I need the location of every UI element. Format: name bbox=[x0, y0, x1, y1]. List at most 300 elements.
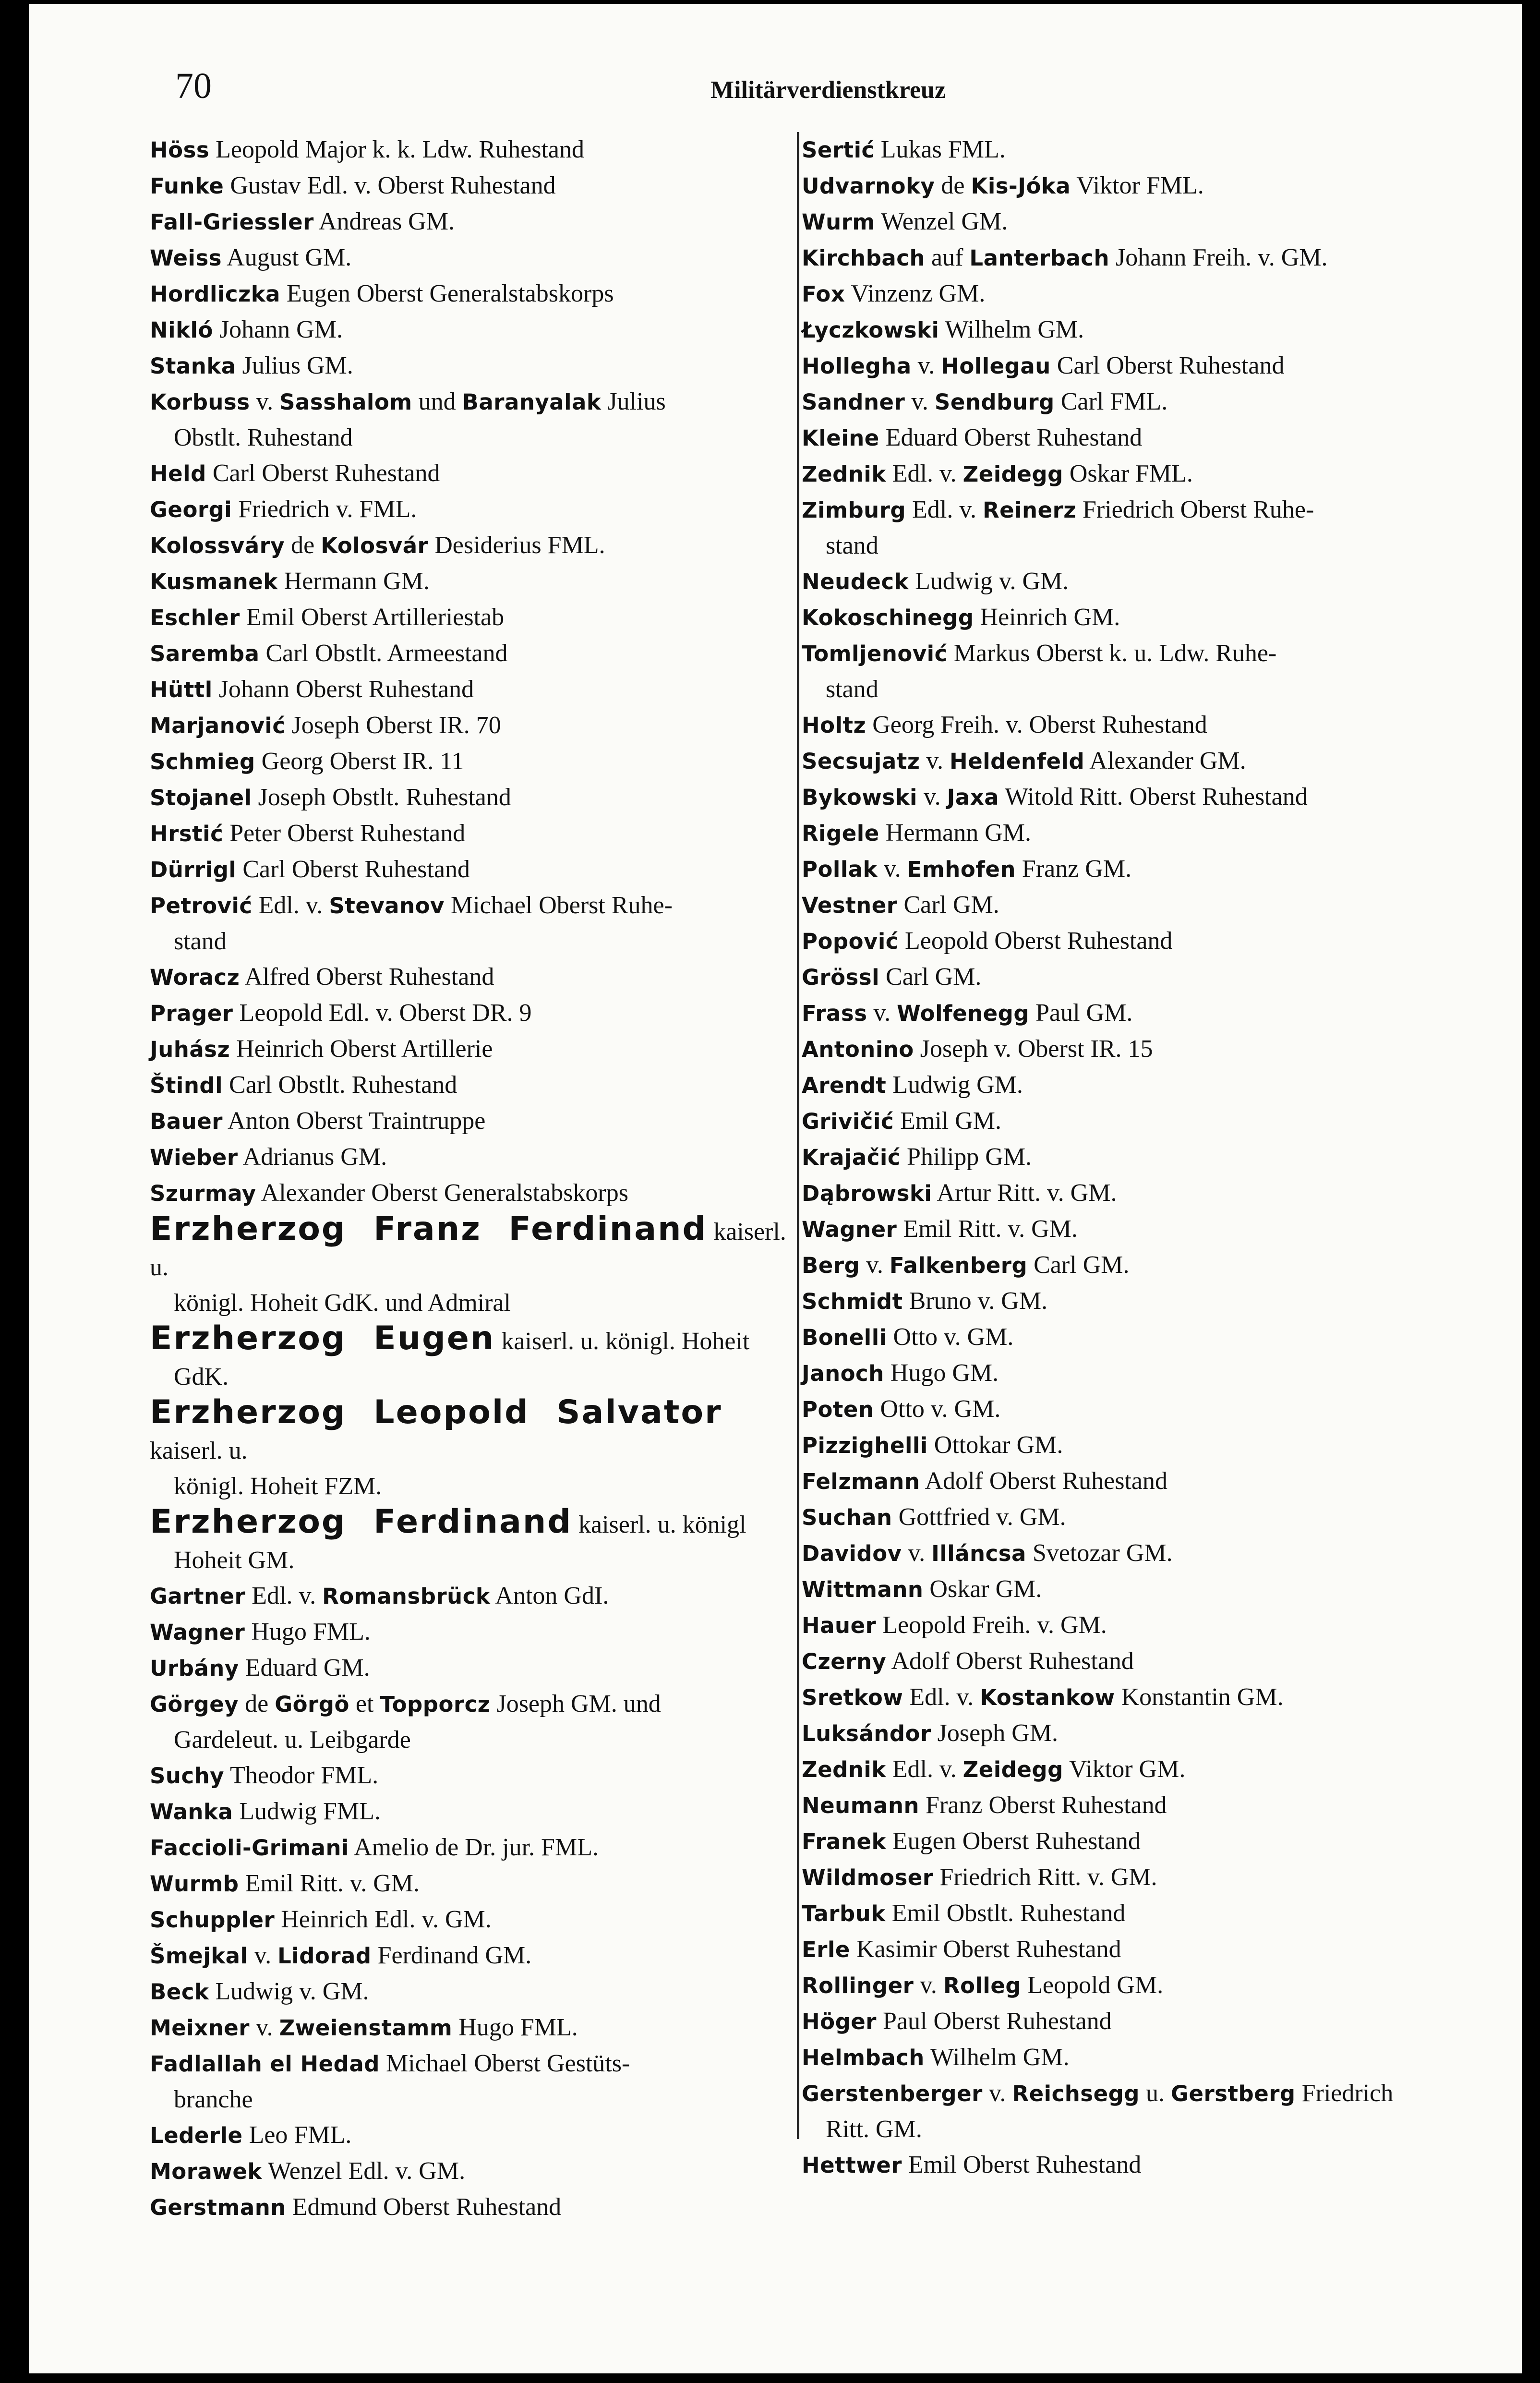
entry-surname: Hauer bbox=[802, 1613, 877, 1638]
entry-text: Friedrich bbox=[1295, 2080, 1394, 2107]
entry-surname: Erzherzog Eugen bbox=[150, 1319, 495, 1357]
entry-surname: Held bbox=[150, 461, 206, 486]
entry-surname: Wagner bbox=[802, 1217, 897, 1242]
entry-text: Edl. v. bbox=[903, 1683, 980, 1711]
entry-text: Leopold Freih. v. GM. bbox=[876, 1611, 1107, 1639]
entry-text: Carl GM. bbox=[879, 963, 982, 991]
entry-text: Eugen Oberst Generalstabskorps bbox=[280, 280, 614, 307]
entry-text: Joseph Oberst IR. 70 bbox=[285, 712, 501, 739]
entry-surname: Popović bbox=[802, 929, 899, 954]
list-entry bbox=[150, 816, 793, 852]
list-entry bbox=[802, 1788, 1459, 1824]
entry-text: Georg Freih. v. Oberst Ruhestand bbox=[866, 711, 1207, 738]
entry-surname: Zeidegg bbox=[962, 461, 1063, 487]
entry-text: Eugen Oberst Ruhestand bbox=[886, 1827, 1141, 1855]
list-entry bbox=[802, 456, 1459, 492]
entry-text: Franz Oberst Ruhestand bbox=[919, 1791, 1167, 1819]
entry-surname: Weiss bbox=[150, 245, 222, 271]
list-entry bbox=[802, 1247, 1459, 1283]
list-entry bbox=[802, 1211, 1459, 1247]
entry-surname: Hollegha bbox=[802, 353, 912, 379]
list-entry bbox=[150, 492, 793, 528]
right-column bbox=[802, 132, 1459, 2183]
list-entry bbox=[802, 1175, 1459, 1211]
entry-text: Adolf Oberst Ruhestand bbox=[920, 1467, 1167, 1495]
list-entry bbox=[802, 779, 1459, 815]
entry-text: Carl GM. bbox=[897, 891, 999, 919]
entry-text: Ludwig v. GM. bbox=[209, 1978, 369, 2005]
list-entry bbox=[802, 1644, 1459, 1680]
entry-surname: Bonelli bbox=[802, 1325, 887, 1350]
entry-continuation: Ritt. GM. bbox=[826, 2116, 922, 2143]
entry-surname: Dąbrowski bbox=[802, 1181, 932, 1206]
entry-text: de bbox=[935, 172, 971, 199]
entry-text: Ludwig FML. bbox=[233, 1798, 381, 1825]
entry-text: Emil Oberst Ruhestand bbox=[902, 2151, 1142, 2178]
list-entry bbox=[802, 1391, 1459, 1427]
list-entry bbox=[802, 1103, 1459, 1139]
entry-text: Emil Ritt. v. GM. bbox=[897, 1215, 1078, 1243]
list-entry bbox=[150, 959, 793, 995]
entry-text: v. bbox=[902, 1539, 932, 1567]
entry-text: Wilhelm GM. bbox=[939, 316, 1084, 343]
list-entry bbox=[150, 240, 793, 276]
entry-surname: Janoch bbox=[802, 1361, 884, 1386]
entry-surname: Görgey bbox=[150, 1692, 239, 1717]
entry-surname: Rigele bbox=[802, 821, 879, 846]
list-entry bbox=[150, 2153, 793, 2189]
entry-text: v. bbox=[250, 2014, 279, 2041]
list-entry bbox=[150, 1686, 793, 1758]
entry-text: Oskar GM. bbox=[923, 1575, 1042, 1603]
entry-text: Edl. v. bbox=[906, 496, 983, 523]
list-entry bbox=[802, 1716, 1459, 1752]
list-entry bbox=[802, 132, 1459, 168]
entry-surname: Beck bbox=[150, 1979, 209, 2005]
list-entry bbox=[802, 815, 1459, 851]
entry-surname: Vestner bbox=[802, 893, 898, 918]
entry-surname: Wagner bbox=[150, 1620, 245, 1645]
entry-text: v. bbox=[911, 352, 941, 379]
entry-text: Amelio de Dr. jur. FML. bbox=[349, 1834, 599, 1861]
entry-text: Johann GM. bbox=[213, 316, 343, 343]
entry-text: Adolf Oberst Ruhestand bbox=[886, 1647, 1134, 1675]
list-entry bbox=[802, 276, 1459, 312]
entry-text: Konstantin GM. bbox=[1115, 1683, 1284, 1711]
list-entry bbox=[150, 1139, 793, 1175]
entry-text: Alexander Oberst Generalstabskorps bbox=[256, 1179, 628, 1207]
entry-surname: Neumann bbox=[802, 1793, 920, 1818]
entry-surname: Zimburg bbox=[802, 497, 906, 523]
entry-surname: Schuppler bbox=[150, 1907, 275, 1933]
entry-surname: Šmejkal bbox=[150, 1943, 248, 1969]
list-entry bbox=[150, 168, 793, 204]
entry-surname: Holtz bbox=[802, 713, 866, 738]
entry-surname: Secsujatz bbox=[802, 749, 920, 774]
entry-text: Hermann GM. bbox=[277, 568, 430, 595]
list-entry bbox=[150, 1578, 793, 1614]
entry-text: Philipp GM. bbox=[901, 1143, 1032, 1171]
entry-surname: Kis-Jóka bbox=[971, 173, 1071, 199]
entry-surname: Berg bbox=[802, 1253, 860, 1278]
entry-text: Ottokar GM. bbox=[927, 1431, 1063, 1459]
entry-surname: Kirchbach bbox=[802, 245, 925, 271]
entry-surname: Nikló bbox=[150, 317, 213, 343]
entry-text: v. bbox=[917, 783, 947, 810]
entry-surname: Fall-Griessler bbox=[150, 209, 314, 235]
entry-text: Leopold GM. bbox=[1021, 1972, 1164, 1999]
entry-surname: Erzherzog Franz Ferdinand bbox=[150, 1210, 708, 1248]
entry-text: Lukas FML. bbox=[874, 136, 1006, 163]
entry-surname: Franek bbox=[802, 1829, 886, 1854]
entry-surname: Pollak bbox=[802, 857, 878, 882]
entry-text: Georg Oberst IR. 11 bbox=[255, 748, 464, 775]
list-entry bbox=[150, 1175, 793, 1211]
entry-text: kaiserl. u. königl bbox=[572, 1511, 746, 1538]
list-entry bbox=[150, 995, 793, 1031]
entry-text: Paul Oberst Ruhestand bbox=[877, 2008, 1112, 2035]
entry-text: Adrianus GM. bbox=[238, 1143, 387, 1171]
list-entry bbox=[150, 1902, 793, 1938]
entry-surname: Hollegau bbox=[941, 353, 1051, 379]
entry-text: de bbox=[239, 1690, 275, 1718]
entry-text: Anton GdI. bbox=[490, 1582, 609, 1609]
list-entry bbox=[150, 528, 793, 564]
entry-text: Joseph Obstlt. Ruhestand bbox=[252, 784, 511, 811]
list-entry bbox=[150, 1067, 793, 1103]
list-entry bbox=[150, 636, 793, 672]
list-entry bbox=[802, 1067, 1459, 1103]
entry-surname: Wurmb bbox=[150, 1871, 239, 1897]
entry-text: Friedrich Oberst Ruhe- bbox=[1076, 496, 1314, 523]
entry-surname: Luksándor bbox=[802, 1721, 931, 1746]
entry-continuation: königl. Hoheit GdK. und Admiral bbox=[174, 1289, 511, 1317]
entry-text: u. bbox=[1140, 2080, 1171, 2107]
list-entry bbox=[150, 2010, 793, 2046]
list-entry bbox=[150, 1866, 793, 1902]
entry-surname: Felzmann bbox=[802, 1469, 920, 1494]
entry-surname: Georgi bbox=[150, 497, 232, 522]
entry-text: Wilhelm GM. bbox=[924, 2044, 1070, 2071]
entry-text: Witold Ritt. Oberst Ruhestand bbox=[999, 783, 1308, 810]
entry-surname: Lidorad bbox=[277, 1943, 372, 1969]
list-entry bbox=[802, 240, 1459, 276]
list-entry bbox=[802, 887, 1459, 923]
list-entry bbox=[802, 1860, 1459, 1896]
entry-text: Peter Oberst Ruhestand bbox=[223, 820, 466, 847]
entry-text: kaiserl. u. bbox=[150, 1437, 248, 1464]
entry-text: Julius GM. bbox=[236, 352, 353, 379]
entry-continuation: stand bbox=[174, 928, 227, 955]
entry-surname: Dürrigl bbox=[150, 857, 237, 883]
page-number: 70 bbox=[175, 66, 212, 106]
entry-continuation: stand bbox=[826, 532, 878, 559]
entry-text: Carl Obstlt. Armeestand bbox=[259, 640, 508, 667]
entry-surname: Reichsegg bbox=[1012, 2081, 1140, 2106]
list-entry bbox=[802, 1319, 1459, 1355]
list-entry bbox=[802, 348, 1459, 384]
list-entry bbox=[802, 384, 1459, 420]
entry-text: et bbox=[349, 1690, 380, 1718]
entry-text: Bruno v. GM. bbox=[902, 1287, 1048, 1315]
entry-text: kaiserl. u. bbox=[150, 1218, 786, 1281]
entry-text: Joseph v. Oberst IR. 15 bbox=[914, 1035, 1153, 1063]
entry-surname: Erzherzog Ferdinand bbox=[150, 1503, 572, 1541]
list-entry bbox=[150, 348, 793, 384]
entry-text: auf bbox=[925, 244, 970, 271]
entry-surname: Romansbrück bbox=[322, 1584, 491, 1609]
entry-surname: Baranyalak bbox=[462, 389, 602, 415]
entry-text: Viktor GM. bbox=[1063, 1755, 1186, 1783]
entry-text: Heinrich GM. bbox=[974, 604, 1120, 631]
entry-text: Michael Oberst Ruhe- bbox=[444, 892, 673, 919]
entry-text: Markus Oberst k. u. Ldw. Ruhe- bbox=[947, 640, 1277, 667]
entry-surname: Arendt bbox=[802, 1073, 887, 1098]
entry-surname: Lanterbach bbox=[969, 245, 1109, 271]
list-entry bbox=[802, 851, 1459, 887]
list-entry bbox=[802, 2076, 1459, 2147]
entry-surname: Topporcz bbox=[380, 1692, 491, 1717]
list-entry bbox=[150, 1321, 793, 1395]
entry-surname: Wieber bbox=[150, 1145, 238, 1170]
list-entry bbox=[150, 312, 793, 348]
entry-text: Edl. v. bbox=[245, 1582, 323, 1609]
entry-text: de bbox=[285, 532, 321, 559]
list-entry bbox=[802, 168, 1459, 204]
entry-text: Johann Oberst Ruhestand bbox=[212, 676, 474, 703]
entry-surname: Wolfenegg bbox=[897, 1001, 1030, 1026]
entry-text: Artur Ritt. v. GM. bbox=[932, 1179, 1117, 1207]
list-entry bbox=[802, 1896, 1459, 1932]
entry-text: Hugo FML. bbox=[245, 1618, 371, 1645]
entry-surname: Wurm bbox=[802, 209, 875, 235]
entry-text: Edl. v. bbox=[886, 1755, 963, 1783]
list-entry bbox=[802, 2040, 1459, 2076]
entry-surname: Woracz bbox=[150, 965, 240, 990]
list-entry bbox=[802, 312, 1459, 348]
entry-text: Edl. v. bbox=[886, 460, 963, 487]
entry-text: Kasimir Oberst Ruhestand bbox=[850, 1935, 1121, 1963]
entry-surname: Zednik bbox=[802, 1757, 886, 1782]
list-entry bbox=[802, 707, 1459, 743]
entry-surname: Lederle bbox=[150, 2123, 243, 2148]
list-entry bbox=[150, 672, 793, 708]
entry-text: Hugo FML. bbox=[452, 2014, 578, 2041]
entry-text: und bbox=[412, 388, 462, 415]
entry-text: Gottfried v. GM. bbox=[892, 1503, 1066, 1531]
list-entry bbox=[802, 1139, 1459, 1175]
column-divider bbox=[797, 132, 799, 2139]
entry-surname: Marjanović bbox=[150, 713, 286, 738]
entry-text: Hugo GM. bbox=[884, 1359, 999, 1387]
entry-text: Emil Obstlt. Ruhestand bbox=[885, 1899, 1126, 1927]
entry-surname: Juhász bbox=[150, 1037, 230, 1062]
entry-continuation: branche bbox=[174, 2086, 253, 2113]
entry-surname: Stojanel bbox=[150, 785, 252, 810]
entry-surname: Sertić bbox=[802, 137, 875, 163]
entry-text: Eduard Oberst Ruhestand bbox=[879, 424, 1143, 451]
entry-surname: Zednik bbox=[802, 461, 886, 487]
entry-text: Leopold Edl. v. Oberst DR. 9 bbox=[233, 999, 532, 1027]
entry-surname: Rollinger bbox=[802, 1973, 914, 1998]
entry-surname: Kolosvár bbox=[321, 533, 429, 558]
entry-text: Vinzenz GM. bbox=[845, 280, 986, 307]
list-entry bbox=[150, 1794, 793, 1830]
entry-surname: Kolossváry bbox=[150, 533, 285, 558]
list-entry bbox=[150, 780, 793, 816]
entry-text: Gustav Edl. v. Oberst Ruhestand bbox=[224, 172, 556, 199]
list-entry bbox=[150, 1650, 793, 1686]
entry-surname: Prager bbox=[150, 1001, 233, 1026]
entry-text: Emil GM. bbox=[894, 1107, 1001, 1135]
list-entry bbox=[802, 1968, 1459, 2004]
entry-text: Carl Oberst Ruhestand bbox=[236, 856, 470, 883]
list-entry bbox=[150, 1031, 793, 1067]
entry-surname: Suchan bbox=[802, 1505, 892, 1530]
list-entry bbox=[802, 1536, 1459, 1572]
list-entry bbox=[150, 600, 793, 636]
entry-surname: Saremba bbox=[150, 641, 260, 666]
list-entry bbox=[150, 1211, 793, 1321]
entry-text: Desiderius FML. bbox=[428, 532, 605, 559]
entry-surname: Bykowski bbox=[802, 785, 917, 810]
entry-surname: Reinerz bbox=[982, 497, 1076, 523]
entry-surname: Sendburg bbox=[934, 389, 1055, 415]
list-entry bbox=[802, 1031, 1459, 1067]
list-entry bbox=[150, 744, 793, 780]
entry-surname: Gerstmann bbox=[150, 2195, 286, 2220]
list-entry bbox=[150, 204, 793, 240]
entry-continuation: königl. Hoheit FZM. bbox=[174, 1473, 382, 1500]
entry-surname: Davidov bbox=[802, 1541, 902, 1566]
list-entry bbox=[802, 492, 1459, 564]
entry-surname: Görgö bbox=[275, 1692, 349, 1717]
list-entry bbox=[802, 1500, 1459, 1536]
list-entry bbox=[150, 1758, 793, 1794]
entry-surname: Hordliczka bbox=[150, 281, 280, 307]
list-entry bbox=[150, 132, 793, 168]
list-entry bbox=[802, 2004, 1459, 2040]
entry-surname: Gerstenberger bbox=[802, 2081, 983, 2106]
entry-text: Hermann GM. bbox=[879, 819, 1032, 847]
entry-text: Anton Oberst Traintruppe bbox=[222, 1107, 486, 1135]
entry-surname: Emhofen bbox=[907, 857, 1016, 882]
entry-text: Oskar FML. bbox=[1063, 460, 1193, 487]
entry-surname: Korbuss bbox=[150, 389, 250, 415]
entry-text: v. bbox=[878, 855, 907, 883]
list-entry bbox=[802, 636, 1459, 707]
entry-surname: Frass bbox=[802, 1001, 867, 1026]
entry-text: Ludwig GM. bbox=[886, 1071, 1023, 1099]
entry-text: Emil Oberst Artilleriestab bbox=[240, 604, 505, 631]
entry-text: Friedrich v. FML. bbox=[232, 496, 417, 523]
entry-surname: Höss bbox=[150, 137, 210, 163]
entry-text: Johann Freih. v. GM. bbox=[1109, 244, 1328, 271]
entry-text: Alfred Oberst Ruhestand bbox=[240, 963, 494, 991]
entry-surname: Tarbuk bbox=[802, 1901, 886, 1926]
entry-surname: Wittmann bbox=[802, 1577, 924, 1602]
entry-text: v. bbox=[867, 999, 897, 1027]
entry-text: Heinrich Edl. v. GM. bbox=[275, 1906, 492, 1933]
list-entry bbox=[802, 1355, 1459, 1391]
list-entry bbox=[802, 1752, 1459, 1788]
list-entry bbox=[150, 1395, 793, 1504]
entry-text: Otto v. GM. bbox=[887, 1323, 1014, 1351]
entry-text: Carl Oberst Ruhestand bbox=[1050, 352, 1285, 379]
entry-text: Leopold Oberst Ruhestand bbox=[898, 927, 1173, 955]
entry-text: Friedrich Ritt. v. GM. bbox=[933, 1863, 1157, 1891]
list-entry bbox=[802, 743, 1459, 779]
list-entry bbox=[802, 1824, 1459, 1860]
list-entry bbox=[150, 564, 793, 600]
entry-text: August GM. bbox=[222, 244, 352, 271]
list-entry bbox=[150, 1614, 793, 1650]
entry-text: Alexander GM. bbox=[1084, 747, 1246, 774]
entry-text: Leo FML. bbox=[242, 2121, 352, 2149]
list-entry bbox=[802, 959, 1459, 995]
entry-continuation: Obstlt. Ruhestand bbox=[174, 424, 353, 451]
entry-surname: Sandner bbox=[802, 389, 905, 415]
entry-surname: Kleine bbox=[802, 425, 879, 451]
entry-text: Ludwig v. GM. bbox=[909, 568, 1069, 595]
list-entry bbox=[802, 1608, 1459, 1644]
entry-text: Joseph GM. und bbox=[490, 1690, 661, 1718]
list-entry bbox=[150, 2189, 793, 2226]
entry-continuation: Gardeleut. u. Leibgarde bbox=[174, 1726, 411, 1754]
entry-text: Viktor FML. bbox=[1071, 172, 1204, 199]
entry-text: Carl Oberst Ruhestand bbox=[206, 460, 440, 487]
entry-surname: Petrović bbox=[150, 893, 253, 919]
entry-text: v. bbox=[905, 388, 935, 415]
entry-surname: Wildmoser bbox=[802, 1865, 934, 1890]
entry-text: Michael Oberst Gestüts- bbox=[379, 2050, 630, 2077]
entry-continuation: GdK. bbox=[174, 1363, 229, 1391]
entry-text: Franz GM. bbox=[1015, 855, 1132, 883]
list-entry bbox=[150, 2117, 793, 2153]
entry-surname: Krajačić bbox=[802, 1145, 901, 1170]
left-column bbox=[150, 132, 793, 2226]
list-entry bbox=[802, 1427, 1459, 1464]
list-entry bbox=[802, 1932, 1459, 1968]
list-entry bbox=[150, 1103, 793, 1139]
entry-surname: Kokoschinegg bbox=[802, 605, 974, 630]
entry-text: Joseph GM. bbox=[931, 1719, 1058, 1747]
list-entry bbox=[150, 384, 793, 456]
entry-surname: Gartner bbox=[150, 1584, 246, 1609]
entry-surname: Helmbach bbox=[802, 2045, 925, 2070]
entry-surname: Bauer bbox=[150, 1109, 223, 1134]
entry-text: Carl Obstlt. Ruhestand bbox=[223, 1071, 457, 1099]
list-entry bbox=[150, 456, 793, 492]
entry-surname: Czerny bbox=[802, 1649, 887, 1674]
entry-surname: Fox bbox=[802, 281, 845, 307]
entry-text: v. bbox=[914, 1972, 943, 1999]
entry-text: v. bbox=[860, 1251, 890, 1279]
entry-surname: Meixner bbox=[150, 2015, 250, 2041]
entry-surname: Kusmanek bbox=[150, 569, 278, 594]
entry-surname: Jaxa bbox=[947, 785, 999, 810]
entry-text: v. bbox=[920, 747, 950, 774]
entry-text: Svetozar GM. bbox=[1026, 1539, 1173, 1567]
entry-surname: Rolleg bbox=[943, 1973, 1022, 1998]
entry-surname: Suchy bbox=[150, 1763, 224, 1789]
entry-surname: Heldenfeld bbox=[950, 749, 1085, 774]
entry-text: Paul GM. bbox=[1029, 999, 1133, 1027]
list-entry bbox=[150, 2046, 793, 2117]
entry-surname: Fadlallah el Hedad bbox=[150, 2051, 380, 2077]
entry-surname: Wanka bbox=[150, 1799, 233, 1825]
entry-surname: Kostankow bbox=[980, 1685, 1115, 1710]
